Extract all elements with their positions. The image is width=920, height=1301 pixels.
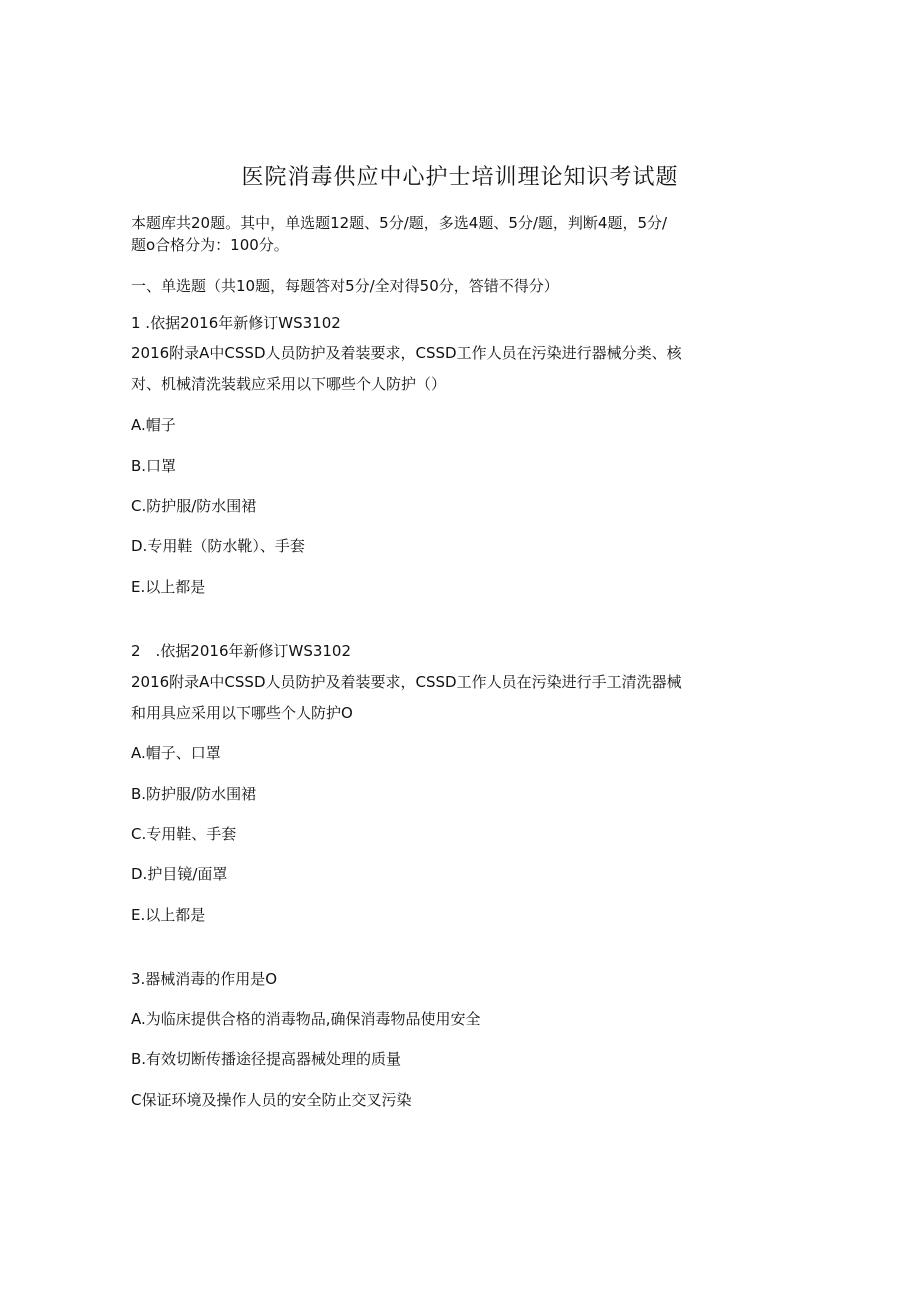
question-1-option-b: B.口罩 xyxy=(131,457,177,475)
question-2-option-c: C.专用鞋、手套 xyxy=(131,825,237,843)
question-1-option-a: A.帽子 xyxy=(131,416,176,434)
question-3-option-c: C保证环境及操作人员的安全防止交叉污染 xyxy=(131,1091,412,1109)
question-1-option-e: E.以上都是 xyxy=(131,578,206,596)
question-2-stem-line-3: 和用具应采用以下哪些个人防护O xyxy=(131,704,353,722)
document-title: 医院消毒供应中心护士培训理论知识考试题 xyxy=(241,165,679,190)
question-1-option-c: C.防护服/防水围裙 xyxy=(131,497,257,515)
section-heading-single-choice: 一、单选题（共10题，每题答对5分/全对得50分，答错不得分） xyxy=(131,277,559,295)
question-2-option-d: D.护目镜/面罩 xyxy=(131,865,228,883)
question-2-option-a: A.帽子、口罩 xyxy=(131,744,221,762)
question-2-option-e: E.以上都是 xyxy=(131,906,206,924)
question-3-option-b: B.有效切断传播途径提高器械处理的质量 xyxy=(131,1050,402,1068)
question-1-stem-line-3: 对、机械清洗装载应采用以下哪些个人防护（） xyxy=(131,375,447,393)
intro-line-2: 题o合格分为：100分。 xyxy=(131,236,289,254)
question-3-option-a: A.为临床提供合格的消毒物品,确保消毒物品使用安全 xyxy=(131,1010,481,1028)
question-2-stem-line-1: 2 .依据2016年新修订WS3102 xyxy=(131,642,352,660)
intro-line-1: 本题库共20题。其中，单选题12题、5分/题，多选4题、5分/题，判断4题，5分/ xyxy=(131,214,668,232)
question-1-stem-line-2: 2016附录A中CSSD人员防护及着装要求，CSSD工作人员在污染进行器械分类、核 xyxy=(131,344,682,362)
question-1-option-d: D.专用鞋（防水靴）、手套 xyxy=(131,537,305,555)
question-1-stem-line-1: 1 .依据2016年新修订WS3102 xyxy=(131,314,341,332)
question-2-option-b: B.防护服/防水围裙 xyxy=(131,785,257,803)
question-3-stem: 3.器械消毒的作用是O xyxy=(131,970,278,988)
question-2-stem-line-2: 2016附录A中CSSD人员防护及着装要求，CSSD工作人员在污染进行手工清洗器械 xyxy=(131,673,682,691)
